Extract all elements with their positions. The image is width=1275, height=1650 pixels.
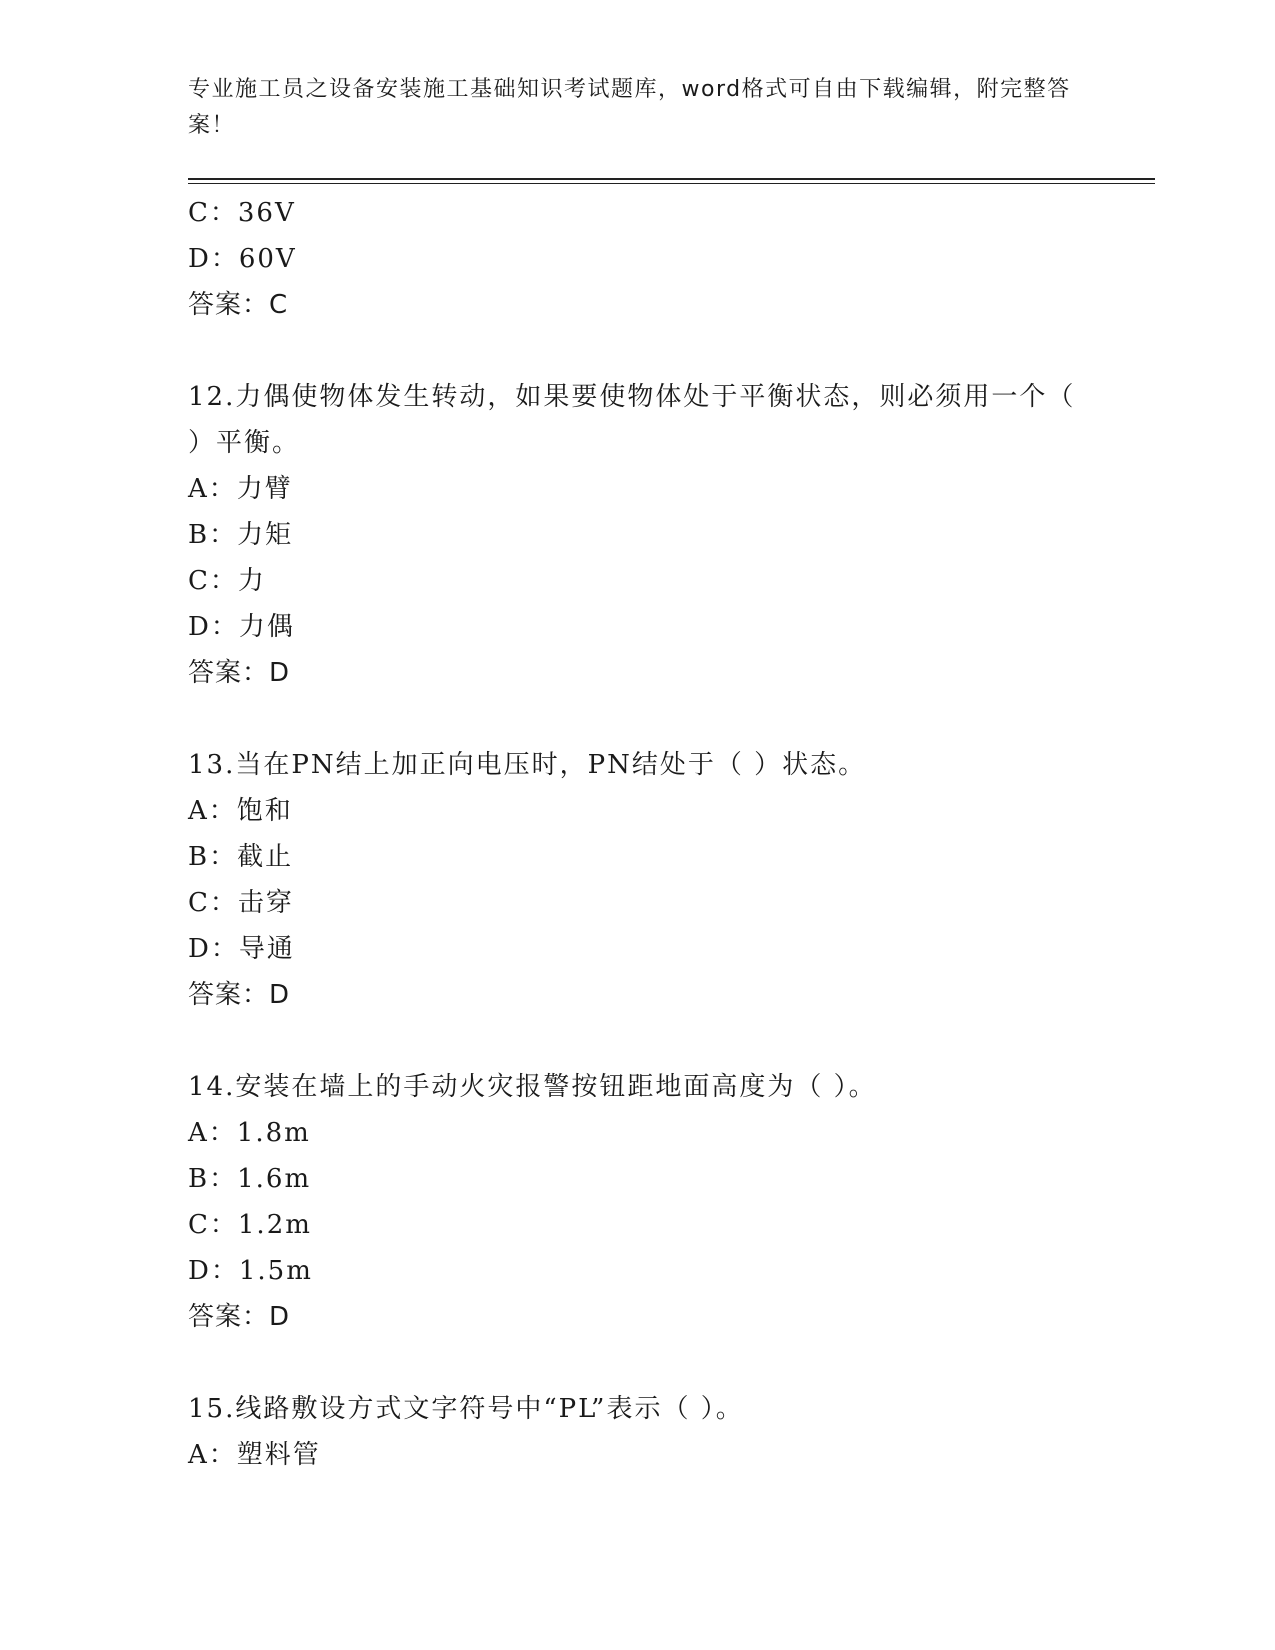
option-a: A：塑料管: [188, 1440, 321, 1470]
option-c: C：击穿: [188, 888, 294, 918]
question-12: [188, 374, 1155, 696]
question-14: [188, 1064, 1155, 1340]
question-stem: 15.线路敷设方式文字符号中“PL”表示（ ）。: [188, 1394, 744, 1424]
question-stem: 12.力偶使物体发生转动，如果要使物体处于平衡状态，则必须用一个（ ）平衡。: [188, 382, 1076, 458]
answer-line: 答案：D: [188, 1302, 291, 1332]
option-a: A：饱和: [188, 796, 293, 826]
option-b: B：截止: [188, 842, 294, 872]
question-stem: 13.当在PN结上加正向电压时，PN结处于（ ）状态。: [188, 750, 867, 780]
option-b: B：力矩: [188, 520, 294, 550]
question-15: [188, 1386, 1155, 1478]
option-d: D：力偶: [188, 612, 295, 642]
option-d: D：1.5m: [188, 1256, 313, 1286]
answer-line: 答案：D: [188, 980, 291, 1010]
option-d: D：导通: [188, 934, 295, 964]
option-c: C：36V: [188, 198, 296, 228]
option-c: C：力: [188, 566, 266, 596]
option-a: A：力臂: [188, 474, 293, 504]
question-list: [188, 190, 1155, 1478]
option-d: D：60V: [188, 244, 297, 274]
option-c: C：1.2m: [188, 1210, 312, 1240]
header-divider-thin: [188, 183, 1155, 184]
question-11-continuation: [188, 190, 1155, 328]
question-stem: 14.安装在墙上的手动火灾报警按钮距地面高度为（ ）。: [188, 1072, 877, 1102]
answer-line: 答案：C: [188, 290, 289, 320]
option-b: B：1.6m: [188, 1164, 312, 1194]
question-13: [188, 742, 1155, 1018]
answer-line: 答案：D: [188, 658, 291, 688]
header-divider: [188, 178, 1155, 180]
option-a: A：1.8m: [188, 1118, 311, 1148]
document-header: 专业施工员之设备安装施工基础知识考试题库，word格式可自由下载编辑，附完整答案！: [188, 77, 1071, 138]
